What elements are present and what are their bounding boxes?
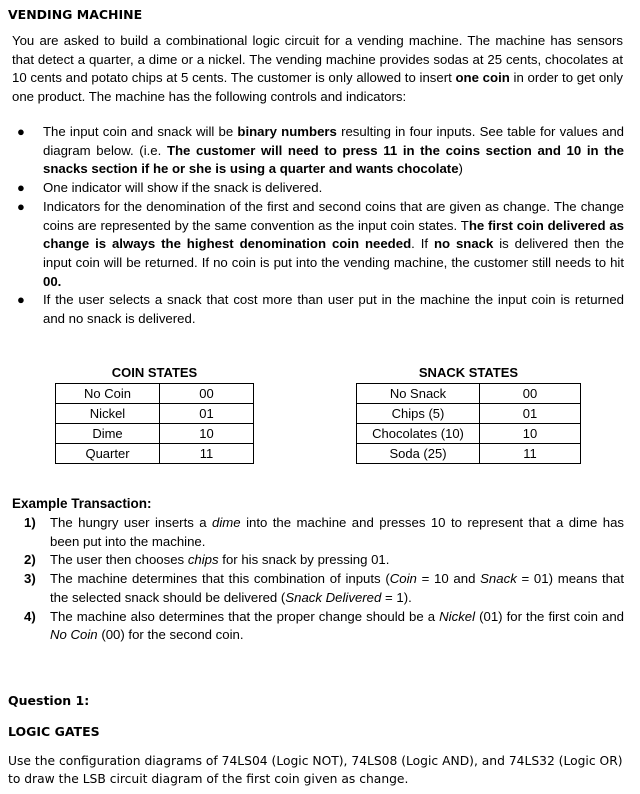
cell: 01	[160, 404, 254, 424]
bullet-icon: ●	[17, 180, 25, 196]
cell: 11	[160, 444, 254, 464]
italic-text: dime	[212, 515, 241, 530]
bold-text: no snack	[433, 236, 494, 252]
text: (01) for the first coin and	[475, 608, 624, 624]
question-heading: Question 1:	[8, 693, 90, 708]
list-item	[0, 570, 624, 607]
example-title: Example Transaction:	[12, 496, 152, 511]
step-number: 3)	[24, 571, 36, 587]
cell: Dime	[56, 424, 160, 444]
bullet-icon: ●	[17, 292, 25, 308]
table-row	[56, 444, 254, 464]
list-item	[0, 608, 624, 645]
cell: Nickel	[56, 404, 160, 424]
snack-states-title: SNACK STATES	[418, 365, 519, 380]
italic-text: Coin	[389, 571, 417, 587]
snack-states-table	[356, 365, 581, 464]
cell: Chocolates (10)	[357, 424, 480, 444]
bold-text: 00.	[43, 273, 62, 289]
bullet-icon: ●	[17, 124, 25, 139]
cell: Quarter	[56, 444, 160, 464]
italic-text: chips	[187, 552, 219, 568]
list-item	[0, 198, 624, 292]
intro-text: You are asked to build a combinational logic circuit for a vending machine. The machine has sensors that detect a quarter, a dime or a nickel. The vending machine provides sodas at 25 cents, chocolates at 10 cents and potato chips at 5 cents. The customer is only allowed to insert	[12, 33, 623, 86]
text: into the machine and presses 10 to represent that a dime has been put into the machine.	[50, 515, 624, 549]
example-steps	[0, 514, 640, 645]
bold-text: he first coin delivered as change is always the highest denomination coin needed	[43, 217, 624, 252]
text: = 10 and	[416, 571, 481, 587]
text: The machine determines that this combination of inputs (	[50, 571, 390, 587]
text: The machine also determines that the proper change should be a	[50, 608, 440, 624]
cell: 10	[480, 424, 581, 444]
bold-text: binary numbers	[237, 124, 337, 139]
text: If the user selects a snack that cost more than user put in the machine the input coin is returned and no snack is delivered.	[43, 292, 624, 327]
text: The user then chooses	[50, 552, 188, 568]
text: One indicator will show if the snack is delivered.	[43, 180, 323, 196]
step-number: 2)	[24, 552, 36, 568]
document-title: VENDING MACHINE	[8, 7, 143, 22]
table-row	[56, 424, 254, 444]
cell: 01	[480, 404, 581, 424]
instruction-paragraph: Use the configuration diagrams of 74LS04 (Logic NOT), 74LS08 (Logic AND), and 74LS32 (Logic OR) to draw the LSB circuit diagram of the first coin given as change.	[8, 754, 623, 786]
italic-text: Nickel	[439, 608, 476, 624]
step-number: 1)	[24, 515, 36, 530]
bullet-icon: ●	[17, 198, 25, 214]
list-item	[0, 551, 624, 570]
table-row	[357, 404, 581, 424]
coin-states-table	[55, 365, 254, 464]
cell: 10	[160, 424, 254, 444]
text: = 1).	[381, 589, 412, 605]
intro-text-end: in order to get only one product. The machine has the following controls and indicators:	[12, 70, 624, 105]
text: )	[458, 161, 463, 177]
requirements-list	[0, 123, 640, 329]
coin-states-title: COIN STATES	[111, 365, 198, 380]
step-number: 4)	[24, 608, 36, 624]
list-item	[0, 179, 624, 198]
cell: 11	[480, 444, 581, 464]
table-row	[56, 404, 254, 424]
cell: Soda (25)	[357, 444, 480, 464]
italic-text: No Coin	[50, 627, 98, 643]
intro-paragraph	[12, 32, 623, 107]
cell: No Snack	[357, 384, 480, 404]
text: The hungry user inserts a	[50, 515, 213, 530]
text: . If	[411, 236, 434, 252]
cell: 00	[480, 384, 581, 404]
table-row	[357, 424, 581, 444]
text: for his snack by pressing 01.	[218, 552, 390, 568]
text: resulting in four inputs. See table for values and diagram below. (i.e.	[43, 124, 624, 158]
text: Indicators for the denomination of the first and second coins that are given as change. The change coins are represented by the same convention as the input coin states. T	[43, 198, 624, 233]
bold-text: The customer will need to press 11 in the coins section and 10 in the snacks section if he or she is using a quarter and wants chocolate	[43, 142, 625, 177]
list-item	[0, 291, 624, 328]
text: (00) for the second coin.	[97, 627, 244, 643]
text: = 01) means that the selected snack should be delivered (	[50, 571, 625, 605]
list-item	[0, 514, 624, 551]
italic-text: Snack	[480, 571, 517, 587]
italic-text: Snack Delivered	[285, 589, 382, 605]
cell: 00	[160, 384, 254, 404]
text: The input coin and snack will be	[43, 124, 238, 139]
intro-bold: one coin	[455, 70, 510, 86]
section-heading: LOGIC GATES	[8, 724, 100, 739]
list-item	[0, 123, 624, 179]
cell: Chips (5)	[357, 404, 480, 424]
text: is delivered then the input coin will be returned. If no coin is put into the vending machine, the customer still needs to hit	[43, 236, 624, 270]
cell: No Coin	[56, 384, 160, 404]
table-row	[357, 444, 581, 464]
table-row	[357, 384, 581, 404]
table-row	[56, 384, 254, 404]
